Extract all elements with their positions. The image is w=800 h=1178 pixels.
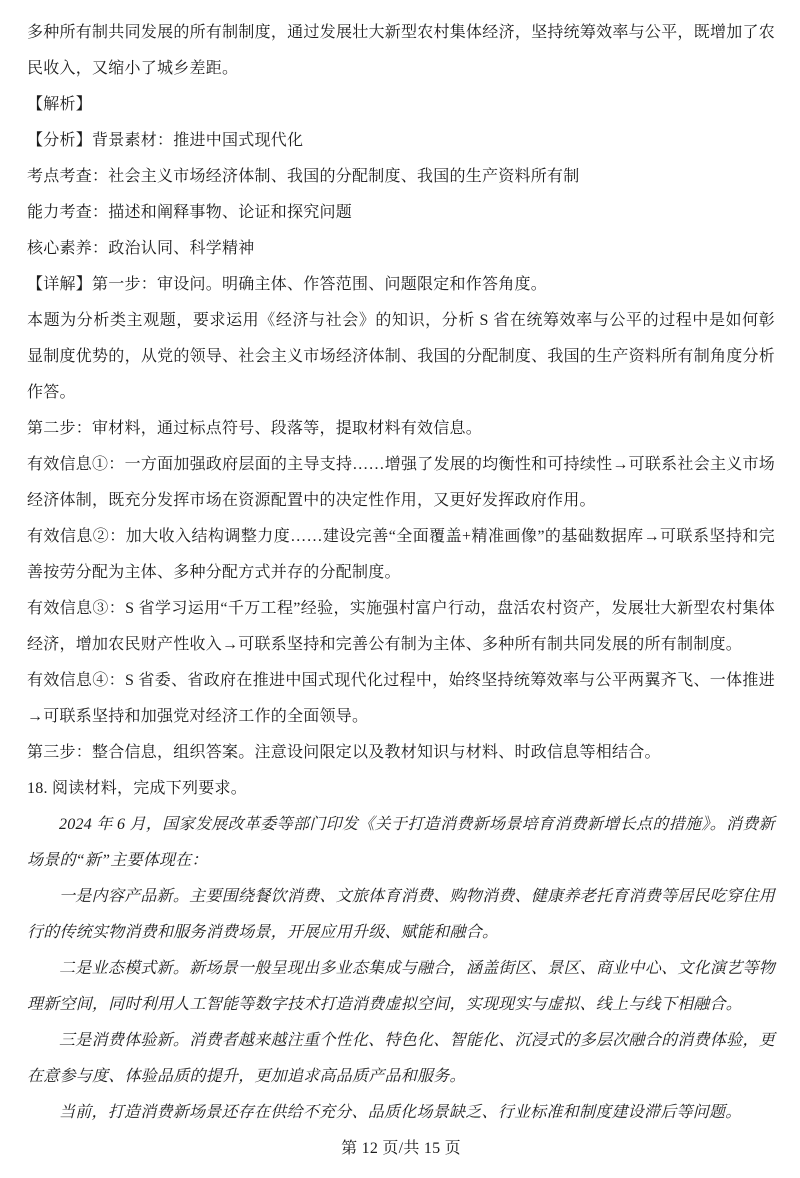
info-2: 有效信息②：加大收入结构调整力度……建设完善“全面覆盖+精准画像”的基础数据库→可联系坚持和完善按劳分配为主体、多种分配方式并存的分配制度。 — [27, 528, 775, 581]
answer-continuation: 多种所有制共同发展的所有制制度，通过发展壮大新型农村集体经济，坚持统筹效率与公平，既增加了农民收入，又缩小了城乡差距。 — [27, 24, 775, 77]
question-18-heading: 18. 阅读材料，完成下列要求。 — [27, 780, 248, 797]
info-3: 有效信息③：S 省学习运用“千万工程”经验，实施强村富户行动，盘活农村资产，发展壮大新型农村集体经济，增加农民财产性收入→可联系坚持和完善公有制为主体、多种所有制共同发展的所有制制度。 — [27, 600, 775, 653]
material-intro: 2024 年 6 月，国家发展改革委等部门印发《关于打造消费新场景培育消费新增长点的措施》。消费新场景的“新”主要体现在： — [27, 816, 775, 869]
step1-analysis: 本题为分析类主观题，要求运用《经济与社会》的知识，分析 S 省在统筹效率与公平的过程中是如何彰显制度优势的，从党的领导、社会主义市场经济体制、我国的分配制度、我国的生产资料所有制角度分析作答。 — [27, 312, 775, 401]
material-conclusion: 当前，打造消费新场景还存在供给不充分、品质化场景缺乏、行业标准和制度建设滞后等问题。 — [59, 1104, 742, 1121]
nengli-line: 能力考查：描述和阐释事物、论证和探究问题 — [27, 204, 353, 221]
info-1: 有效信息①：一方面加强政府层面的主导支持……增强了发展的均衡性和可持续性→可联系社会主义市场经济体制，既充分发挥市场在资源配置中的决定性作用，又更好发挥政府作用。 — [27, 456, 775, 509]
material-point-3: 三是消费体验新。消费者越来越注重个性化、特色化、智能化、沉浸式的多层次融合的消费体验，更在意参与度、体验品质的提升，更加追求高品质产品和服务。 — [27, 1032, 775, 1085]
kaodian-line: 考点考查：社会主义市场经济体制、我国的分配制度、我国的生产资料所有制 — [27, 168, 580, 185]
page-footer: 第 12 页/共 15 页 — [341, 1140, 461, 1157]
material-point-1: 一是内容产品新。主要围绕餐饮消费、文旅体育消费、购物消费、健康养老托育消费等居民吃穿住用行的传统实物消费和服务消费场景，开展应用升级、赋能和融合。 — [27, 888, 775, 941]
fenxi-background: 【分析】背景素材：推进中国式现代化 — [27, 132, 304, 149]
hexin-line: 核心素养：政治认同、科学精神 — [27, 240, 255, 257]
step3-line: 第三步：整合信息，组织答案。注意设问限定以及教材知识与材料、时政信息等相结合。 — [27, 744, 661, 761]
xiangjie-step1: 【详解】第一步：审设问。明确主体、作答范围、问题限定和作答角度。 — [27, 276, 548, 293]
jiexi-heading: 【解析】 — [27, 96, 93, 113]
material-point-2: 二是业态模式新。新场景一般呈现出多业态集成与融合，涵盖街区、景区、商业中心、文化演艺等物理新空间，同时利用人工智能等数字技术打造消费虚拟空间，实现现实与虚拟、线上与线下相融合。 — [27, 960, 775, 1013]
info-4: 有效信息④：S 省委、省政府在推进中国式现代化过程中，始终坚持统筹效率与公平两翼齐飞、一体推进→可联系坚持和加强党对经济工作的全面领导。 — [27, 672, 775, 725]
step2-heading: 第二步：审材料，通过标点符号、段落等，提取材料有效信息。 — [27, 420, 483, 437]
